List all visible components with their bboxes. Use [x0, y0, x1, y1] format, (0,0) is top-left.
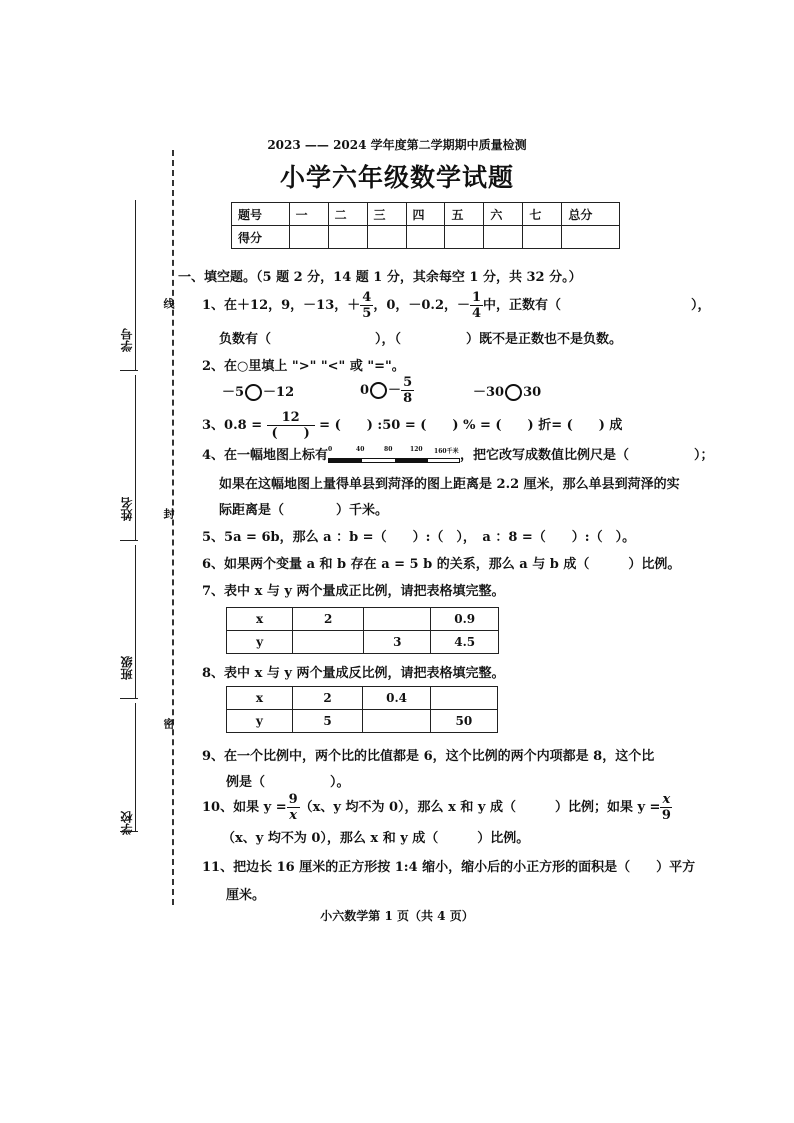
q10-line2: （x、y 均不为 0），那么 x 和 y 成（ ）比例。 — [222, 831, 530, 846]
numerator: 9 — [288, 792, 298, 807]
question-10 — [202, 790, 672, 826]
question-6: 6、如果两个变量 a 和 b 存在 a = 5 b 的关系，那么 a 与 b 成（ ）比例。 — [202, 557, 681, 572]
question-9: 9、在一个比例中，两个比的比值都是 6，这个比例的两个内项都是 8，这个比 — [202, 749, 655, 764]
scale-tick-label: 80 — [384, 445, 393, 453]
student-id-line[interactable] — [135, 200, 136, 370]
score-input-cell[interactable] — [367, 226, 406, 249]
table-cell: y — [227, 710, 293, 733]
question-3 — [202, 410, 622, 442]
q4-text-a: 4、在一幅地图上标有 — [202, 448, 329, 463]
exam-year-line: 2023 —— 2024 学年度第二学期期中质量检测 — [267, 138, 527, 152]
table-cell: 0.4 — [363, 687, 430, 710]
binding-mark-seal: 封 — [162, 508, 175, 519]
score-header-cell: 五 — [445, 203, 484, 226]
table-cell: 2 — [292, 687, 363, 710]
denominator: 5 — [362, 306, 372, 321]
section-heading: 一、填空题。（5 题 2 分，14 题 1 分，其余每空 1 分，共 32 分。） — [178, 270, 582, 285]
score-header-cell: 三 — [367, 203, 406, 226]
line-tick — [120, 370, 138, 371]
table-cell: 50 — [430, 710, 497, 733]
q3-text-b: = ( ) :50 = ( ) % = ( ) 折= ( ) 成 — [319, 418, 623, 433]
table-cell: 3 — [364, 631, 431, 654]
q3-text-a: 3、0.8 = — [202, 418, 263, 433]
student-id-label: 学号 — [120, 328, 134, 352]
denominator: x — [289, 808, 297, 823]
score-row-label: 得分 — [232, 226, 290, 249]
table-cell: x — [227, 608, 293, 631]
binding-dashed-line — [172, 150, 174, 905]
q4-line2: 如果在这幅地图上量得单县到菏泽的图上距离是 2.2 厘米，那么单县到菏泽的实 — [219, 477, 680, 492]
q2-b-left: 0 — [360, 383, 370, 398]
line-tick — [120, 540, 138, 541]
fraction — [401, 375, 414, 406]
table-cell: y — [227, 631, 293, 654]
fraction — [267, 410, 315, 441]
q2-b-minus: － — [388, 383, 402, 398]
compare-circle[interactable] — [505, 384, 522, 401]
score-header-cell: 一 — [289, 203, 328, 226]
compare-circle[interactable] — [370, 382, 387, 399]
fraction — [660, 792, 672, 823]
q2-a-right: －12 — [263, 385, 295, 400]
question-7-title: 7、表中 x 与 y 两个量成正比例，请把表格填完整。 — [202, 584, 505, 599]
score-input-cell[interactable] — [406, 226, 445, 249]
table-cell[interactable] — [363, 710, 430, 733]
compare-circle[interactable] — [245, 384, 262, 401]
table-cell[interactable] — [430, 687, 497, 710]
denominator: 4 — [472, 306, 482, 321]
q2-c-left: －30 — [473, 385, 505, 400]
school-label: 学校 — [120, 811, 134, 835]
page-title: 小学六年级数学试题 — [279, 163, 514, 192]
numerator: 12 — [267, 410, 315, 426]
scale-tick-label: 40 — [356, 445, 365, 453]
table-cell: 5 — [292, 710, 363, 733]
denominator: 9 — [661, 808, 671, 823]
q1-line2: 负数有（ ），（ ）既不是正数也不是负数。 — [219, 332, 623, 347]
q8-table — [226, 686, 498, 733]
question-11: 11、把边长 16 厘米的正方形按 1:4 缩小，缩小后的小正方形的面积是（ ）平方 — [202, 860, 696, 875]
table-cell[interactable] — [364, 608, 431, 631]
q2-compare-b — [360, 374, 414, 408]
q10-text-b: （x、y 均不为 0），那么 x 和 y 成（ ）比例；如果 y = — [299, 800, 661, 815]
line-tick — [120, 698, 138, 699]
table-cell[interactable] — [293, 631, 364, 654]
score-input-cell[interactable] — [445, 226, 484, 249]
school-line[interactable] — [135, 703, 136, 831]
page-footer: 小六数学第 1 页（共 4 页） — [320, 909, 474, 923]
score-header-cell: 题号 — [232, 203, 290, 226]
q2-compare-c — [473, 378, 541, 408]
numerator: 5 — [403, 375, 413, 390]
map-scale-bar — [328, 445, 460, 464]
scale-bar-graphic — [328, 458, 460, 463]
question-8-title: 8、表中 x 与 y 两个量成反比例，请把表格填完整。 — [202, 666, 505, 681]
question-5: 5、5a = 6b，那么 a ：b =（ ）:（ ）， a ：8 =（ ）:（ ）。 — [202, 530, 636, 545]
q9-line2: 例是（ ）。 — [226, 775, 350, 790]
numerator: x — [662, 792, 671, 807]
score-header-cell: 二 — [328, 203, 367, 226]
q1-text-b: ，0，－0.2，－ — [373, 298, 470, 313]
score-table — [231, 202, 620, 249]
score-input-cell[interactable] — [328, 226, 367, 249]
score-input-cell[interactable] — [484, 226, 523, 249]
scale-tick-label: 120 — [410, 445, 423, 453]
scale-tick-label: 0 — [328, 445, 333, 453]
q4-text-b: ，把它改写成数值比例尺是（ ）； — [460, 448, 714, 463]
q2-a-left: －5 — [222, 385, 245, 400]
score-header-cell: 七 — [523, 203, 562, 226]
name-line[interactable] — [135, 375, 136, 540]
binding-mark-secret: 密 — [162, 718, 175, 729]
scale-tick-label: 160千米 — [434, 447, 459, 455]
q2-compare-a — [222, 378, 294, 408]
fraction — [360, 290, 373, 321]
question-4 — [202, 444, 714, 464]
q7-table — [226, 607, 499, 654]
fraction — [470, 290, 483, 321]
score-header-cell: 总分 — [562, 203, 620, 226]
fraction — [287, 792, 300, 823]
table-cell: x — [227, 687, 293, 710]
question-1 — [202, 290, 711, 321]
class-line[interactable] — [135, 545, 136, 698]
question-2-title: 2、在○里填上 ">" "<" 或 "="。 — [202, 359, 405, 374]
q10-text-a: 10、如果 y = — [202, 800, 287, 815]
numerator: 1 — [472, 290, 482, 305]
table-cell: 0.9 — [431, 608, 499, 631]
q4-line3: 际距离是（ ）千米。 — [219, 503, 389, 518]
denominator: ( ) — [271, 426, 310, 441]
q1-text-c: 中，正数有（ ）， — [483, 298, 711, 313]
table-cell: 4.5 — [431, 631, 499, 654]
score-header-cell: 六 — [484, 203, 523, 226]
class-label: 班级 — [120, 656, 134, 680]
q1-text-a: 1、在＋12，9，－13，＋ — [202, 298, 361, 313]
numerator: 4 — [362, 290, 372, 305]
score-input-cell[interactable] — [289, 226, 328, 249]
denominator: 8 — [403, 391, 413, 406]
table-cell: 2 — [293, 608, 364, 631]
score-input-cell[interactable] — [523, 226, 562, 249]
binding-mark-line: 线 — [162, 298, 175, 309]
q2-c-right: 30 — [523, 385, 542, 400]
score-header-cell: 四 — [406, 203, 445, 226]
q11-line2: 厘米。 — [226, 888, 266, 903]
score-input-cell[interactable] — [562, 226, 620, 249]
name-label: 姓名 — [120, 497, 134, 521]
